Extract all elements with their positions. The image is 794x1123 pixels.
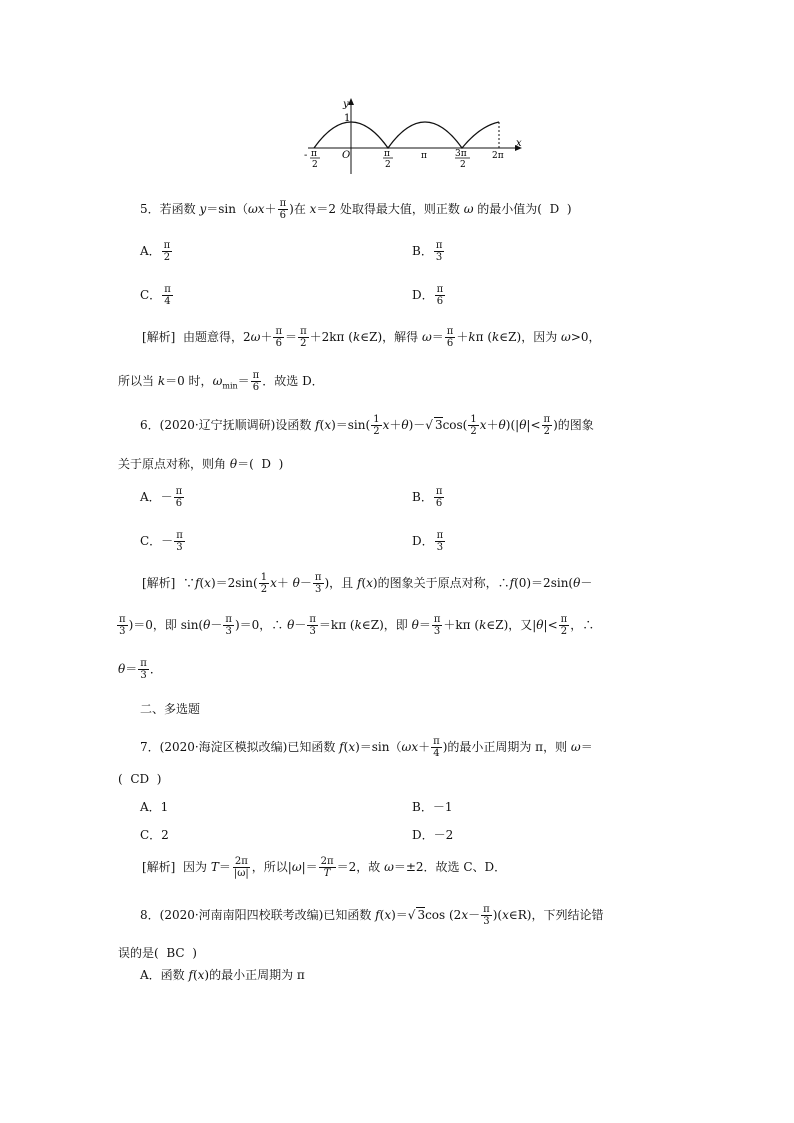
option-a: A．－ $\frac{\pi}{6}$ bbox=[140, 486, 183, 509]
tick-label-pi: π bbox=[421, 151, 427, 161]
option-c: C．2 bbox=[140, 828, 169, 842]
tick-label-neg-pi-num: π bbox=[311, 149, 317, 159]
option-a: A． $\frac{\pi}{2}$ bbox=[140, 240, 171, 263]
answer: CD bbox=[130, 772, 150, 786]
answer: D bbox=[261, 457, 272, 471]
option-c: C． $\frac{\pi}{4}$ bbox=[140, 284, 171, 307]
analysis-6-line3: θ＝ $\frac{\pi}{3}$ ． bbox=[118, 658, 162, 681]
option-d: D． $\frac{\pi}{3}$ bbox=[412, 530, 444, 553]
y-axis-arrow bbox=[348, 98, 354, 105]
option-a: A．1 bbox=[140, 800, 169, 814]
question-6-stem-line2: 关于原点对称，则角 θ＝( D ) bbox=[118, 457, 284, 471]
analysis-6-line2: $\frac{\pi}{3}$ )＝0，即 sin(θ－ $\frac{\pi}{3}$ )＝0，∴ θ－ $\frac{\pi}{3}$ ＝kπ (k∈Z)，即 θ＝ $\frac{\pi}{3}$ ＋kπ (k∈Z)，又|θ|< $\frac{\pi}{2}$ ，∴ bbox=[119, 614, 595, 637]
tick-label-pi2-num: π bbox=[384, 149, 390, 159]
analysis-5-line1: [解析] 由题意得，2ω＋ $\frac{\pi}{6}$ ＝ $\frac{\pi}{2}$ ＋2kπ (k∈Z)，解得 ω＝ $\frac{\pi}{6}$ ＋kπ (k∈Z)，因为 ω>0， bbox=[142, 326, 601, 349]
question-7-answer-line: ( CD ) bbox=[118, 772, 162, 786]
y-axis-label: y bbox=[343, 99, 349, 110]
option-b: B． $\frac{\pi}{6}$ bbox=[412, 486, 443, 509]
analysis-7: [解析] 因为 T＝ $\frac{2\pi}{|\omega|}$ ，所以|ω|＝ $\frac{2\pi}{T}$ ＝2，故 ω＝±2．故选 C、D． bbox=[142, 856, 507, 879]
analysis-6-line1: [解析] ∵f(x)＝2sin( $\frac{1}{2}$ x＋ θ－ $\frac{\pi}{3}$ )，且 f(x)的图象关于原点对称，∴f(0)＝2sin(θ－ bbox=[142, 572, 593, 595]
option-c: C．－ $\frac{\pi}{3}$ bbox=[140, 530, 183, 553]
analysis-tag: [解析] bbox=[142, 576, 176, 590]
question-8-stem: 8．(2020·河南南阳四校联考改编)已知函数 f(x)＝√ 3cos (2x－ $\frac{\pi}{3}$ )(x∈R)，下列结论错 bbox=[140, 904, 604, 927]
analysis-tag: [解析] bbox=[142, 330, 176, 344]
question-7-stem: 7．(2020·海淀区模拟改编)已知函数 f(x)＝sin（ωx＋ $\frac{\pi}{4}$ )的最小正周期为 π，则 ω＝ bbox=[140, 736, 593, 759]
analysis-5-line2: 所以当 k＝0 时，$\omega_{min}=$ $\frac{\pi}{6}$ ．故选 D． bbox=[118, 370, 324, 393]
option-d: D．－2 bbox=[412, 828, 454, 842]
tick-label-3pi2-den: 2 bbox=[460, 160, 466, 170]
section-heading: 二、多选题 bbox=[140, 702, 201, 716]
tick-label-pi2-den: 2 bbox=[385, 160, 391, 170]
curve bbox=[314, 122, 499, 148]
x-axis-label: x bbox=[516, 138, 522, 149]
tick-label-3pi2-num: 3π bbox=[455, 149, 467, 159]
option-d: D． $\frac{\pi}{6}$ bbox=[412, 284, 444, 307]
analysis-tag: [解析] bbox=[142, 860, 176, 874]
question-8-stem-line2: 误的是( BC ) bbox=[118, 946, 197, 960]
tick-label-one: 1 bbox=[344, 113, 351, 124]
question-6-stem: 6．(2020·辽宁抚顺调研)设函数 f(x)＝sin( $\frac{1}{2}$ x＋θ)－√ 3cos( $\frac{1}{2}$ x＋θ)(|θ|< $\frac{\pi}{2}$ )的图象 bbox=[140, 414, 594, 437]
tick-label-minus: - bbox=[304, 150, 308, 161]
answer: D bbox=[549, 202, 560, 216]
tick-label-2pi: 2π bbox=[492, 151, 504, 161]
option-a: A．函数 f(x)的最小正周期为 π bbox=[140, 968, 305, 982]
answer: BC bbox=[166, 946, 185, 960]
tick-label-neg-pi-den: 2 bbox=[312, 160, 318, 170]
fraction: $\frac{\pi}{6}$ bbox=[279, 198, 287, 221]
sine-graph bbox=[300, 96, 530, 174]
origin-label: O bbox=[342, 150, 351, 161]
option-b: B． $\frac{\pi}{3}$ bbox=[412, 240, 443, 263]
question-5-stem: 5．若函数 y＝sin（ωx＋ $\frac{\pi}{6}$ )在 x＝2 处取得最大值，则正数 ω 的最小值为( D ) bbox=[140, 198, 572, 221]
option-b: B．－1 bbox=[412, 800, 453, 814]
